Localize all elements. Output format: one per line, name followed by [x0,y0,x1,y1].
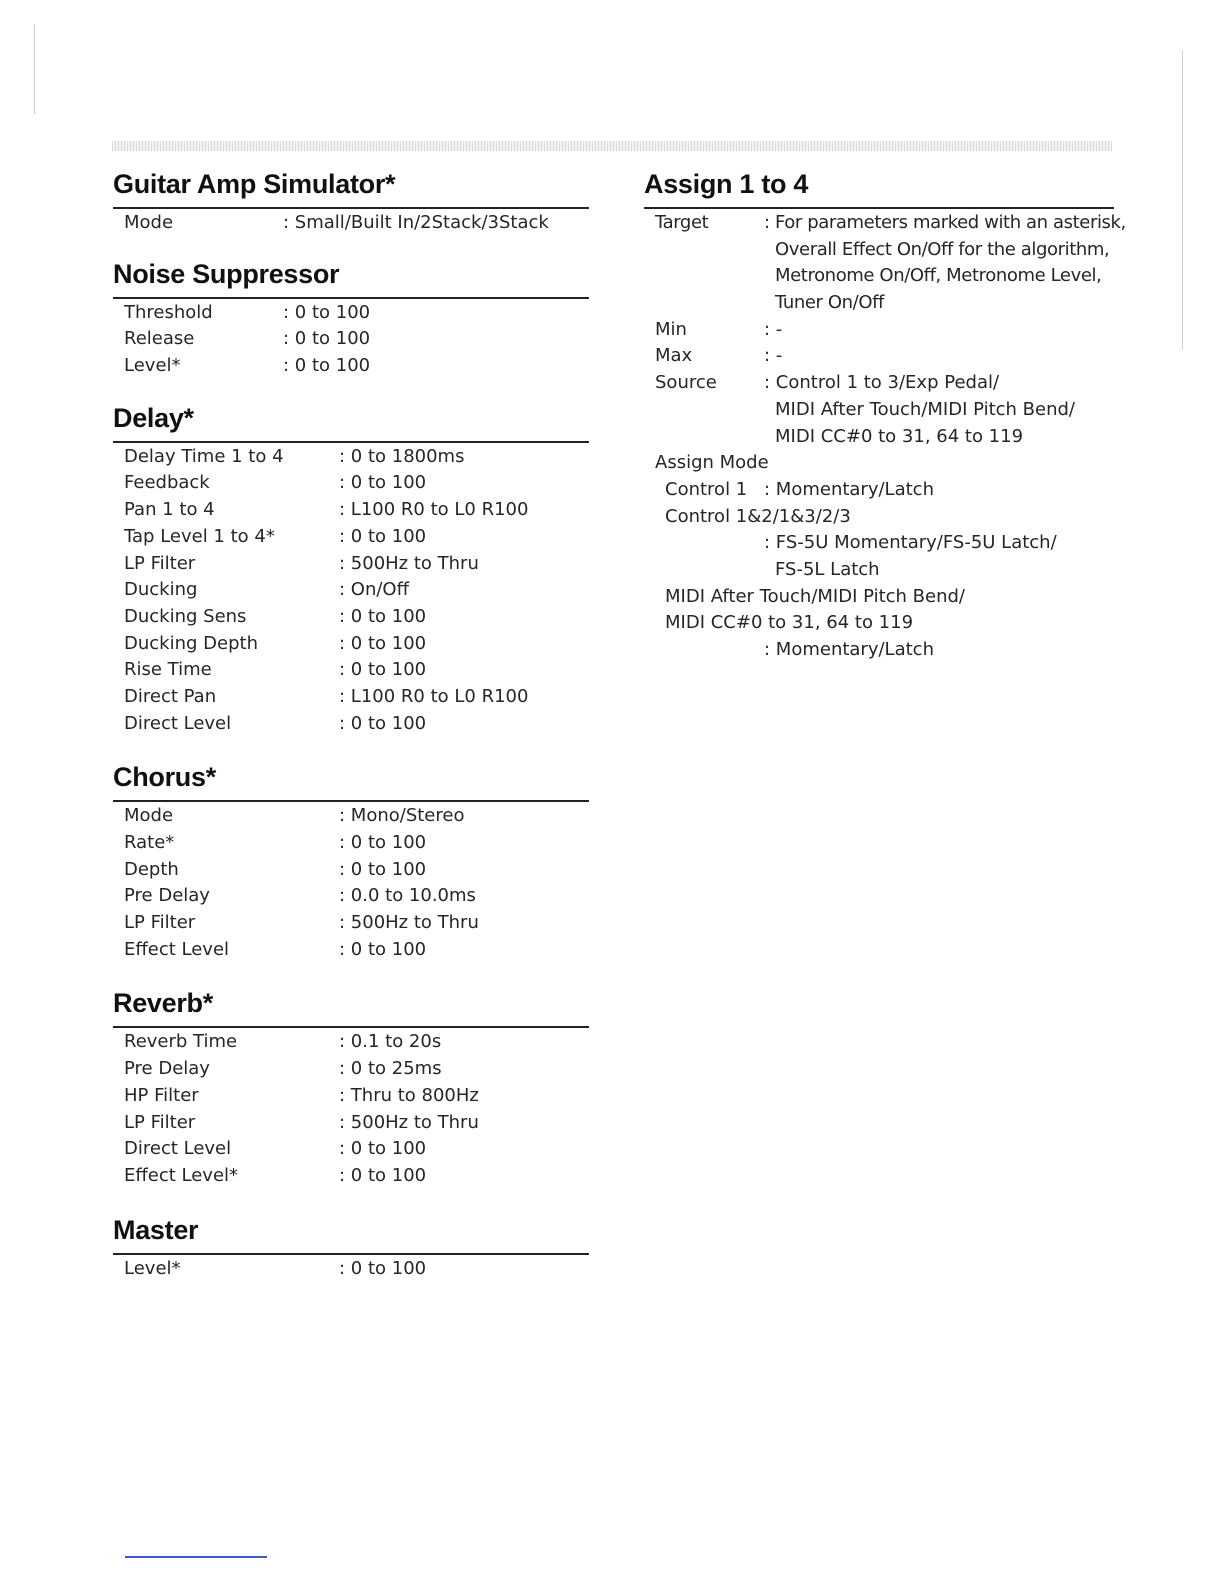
param-name: Direct Level [124,1138,232,1160]
param-row [124,524,589,551]
param-continuation: : FS-5U Momentary/FS-5U Latch/ [764,532,1057,554]
param-row [124,604,589,631]
right-margin-line [1182,50,1183,350]
param-row [124,937,589,964]
param-value: : Momentary/Latch [764,478,934,500]
param-row [124,711,589,738]
param-name: HP Filter [124,1084,199,1106]
param-value: : L100 R0 to L0 R100 [339,499,529,521]
param-value: : - [764,345,783,367]
param-value: : 0 to 1800ms [339,445,465,467]
param-continuation: Tuner On/Off [775,292,884,314]
param-name: Rise Time [124,659,212,681]
param-continuation: Overall Effect On/Off for the algorithm, [775,238,1110,260]
param-value: : For parameters marked with an asterisk, [764,212,1126,233]
param-row: MIDI After Touch/MIDI Pitch Bend/ [665,585,965,607]
param-name: Threshold [124,301,213,323]
param-name: LP Filter [124,1111,196,1133]
param-row [124,577,589,604]
param-name: Pan 1 to 4 [124,499,215,521]
param-list [113,443,589,738]
param-name: Control 1 [665,478,748,500]
param-list [113,209,589,237]
param-row [124,631,589,658]
left-column [113,166,589,1282]
section-title: Delay* [113,402,194,433]
param-row [124,1163,589,1190]
param-value: : 0 to 25ms [339,1058,442,1080]
param-name: Delay Time 1 to 4 [124,445,284,467]
param-list [113,299,589,380]
param-value: : 0 to 100 [339,525,427,547]
param-value: : 0 to 100 [339,832,427,853]
param-row [124,684,589,711]
section-reverb [113,985,589,1189]
param-name: Max [655,345,693,367]
param-name: Ducking [124,579,198,601]
spacer [113,963,589,985]
param-value: : 0 to 100 [339,938,427,960]
param-name: Source [655,372,717,394]
param-value: : 0 to 100 [339,712,427,734]
param-row [124,1029,589,1056]
param-value: : 0 to 100 [283,328,371,350]
param-list [113,1255,589,1283]
spacer [113,737,589,759]
param-value: : Mono/Stereo [339,805,465,827]
param-value: : 0 to 100 [339,472,427,494]
param-name: Reverb Time [124,1031,238,1053]
param-name: Target [655,212,709,233]
param-name: Effect Level [124,938,230,960]
param-row [655,317,1114,344]
param-row [655,370,1114,397]
param-row [124,1110,589,1137]
param-row [655,210,1126,237]
section-delay [113,400,589,738]
param-value: : On/Off [339,579,409,601]
param-name: Mode [124,805,174,827]
param-row [124,353,589,380]
param-row [655,450,1114,477]
param-value: : 0 to 100 [339,1257,427,1279]
param-name: Tap Level 1 to 4* [124,525,275,547]
param-row [124,300,589,327]
param-row [124,1056,589,1083]
param-name: Control 1&2/1&3/2/3 [665,505,851,527]
param-name: Pre Delay [124,1058,210,1080]
param-value: : 0 to 100 [339,1138,427,1160]
param-name: LP Filter [124,912,196,934]
param-list [113,1028,589,1189]
param-row [124,210,589,237]
section-title: Chorus* [113,762,216,793]
param-row: MIDI CC#0 to 31, 64 to 119 [665,612,914,634]
param-row [124,657,589,684]
param-value: : 0.0 to 10.0ms [339,885,476,907]
right-column [644,166,1126,664]
param-row [124,444,589,471]
section-assign [644,166,1126,664]
param-value: : 0 to 100 [283,301,371,323]
param-value: : 500Hz to Thru [339,912,479,934]
param-name: Direct Level [124,712,232,734]
param-continuation: FS-5L Latch [775,558,880,580]
param-continuation: : Momentary/Latch [764,639,934,660]
section-title: Noise Suppressor [113,258,340,289]
param-name: Assign Mode [655,452,769,474]
param-row [124,470,589,497]
param-row [124,551,589,578]
param-name: Level* [124,1257,181,1279]
left-margin-line [34,24,35,114]
param-row [124,1136,589,1163]
param-name: Level* [124,355,181,377]
param-value: : 500Hz to Thru [339,552,479,574]
param-continuation: Metronome On/Off, Metronome Level, [775,265,1102,287]
param-value: : 0 to 100 [339,605,427,627]
param-value: : 0 to 100 [339,632,427,654]
section-title: Guitar Amp Simulator* [113,169,396,199]
param-value: : Control 1 to 3/Exp Pedal/ [764,372,1000,394]
top-decorative-band [112,141,1112,151]
param-name: Direct Pan [124,685,217,707]
param-row [124,803,589,830]
param-name: Effect Level* [124,1164,239,1186]
footnote-rule [125,1556,267,1558]
param-continuation: MIDI After Touch/MIDI Pitch Bend/ [775,398,1075,420]
param-value: : 0 to 100 [339,659,427,681]
param-row [124,326,589,353]
param-name: Depth [124,858,179,880]
section-master [113,1212,589,1283]
param-row [124,1256,589,1283]
param-name: Rate* [124,832,175,853]
section-title: Assign 1 to 4 [644,169,809,199]
section-guitar-amp-simulator [113,166,589,237]
param-name: Release [124,328,195,350]
param-row [124,883,589,910]
spacer [113,1190,589,1212]
section-title: Reverb* [113,988,213,1019]
param-name: Mode [124,212,174,233]
param-row [124,910,589,937]
param-row [124,830,589,857]
param-value: : L100 R0 to L0 R100 [339,685,529,707]
param-row [655,504,1114,531]
param-row [124,857,589,884]
spacer [113,380,589,400]
section-title: Master [113,1214,199,1245]
param-name: LP Filter [124,552,196,574]
param-name: Min [655,318,687,340]
section-chorus [113,759,589,963]
param-row [655,343,1114,370]
param-value: : 0 to 100 [283,355,371,377]
param-name: Ducking Depth [124,632,258,654]
param-value: : 0 to 100 [339,1164,427,1186]
param-continuation: MIDI CC#0 to 31, 64 to 119 [775,425,1024,447]
param-name: Pre Delay [124,885,210,907]
param-row [124,497,589,524]
param-row [124,1083,589,1110]
param-value: : - [764,318,783,340]
param-name: Ducking Sens [124,605,247,627]
spacer [113,237,589,256]
param-list [113,802,589,963]
param-value: : 500Hz to Thru [339,1111,479,1133]
param-value: : 0 to 100 [339,858,427,880]
param-value: : Thru to 800Hz [339,1084,479,1106]
param-list [644,209,1126,664]
param-value: : Small/Built In/2Stack/3Stack [283,212,549,233]
param-name: Feedback [124,472,210,494]
section-noise-suppressor [113,256,589,380]
param-value: : 0.1 to 20s [339,1031,442,1053]
param-row [655,477,1114,504]
